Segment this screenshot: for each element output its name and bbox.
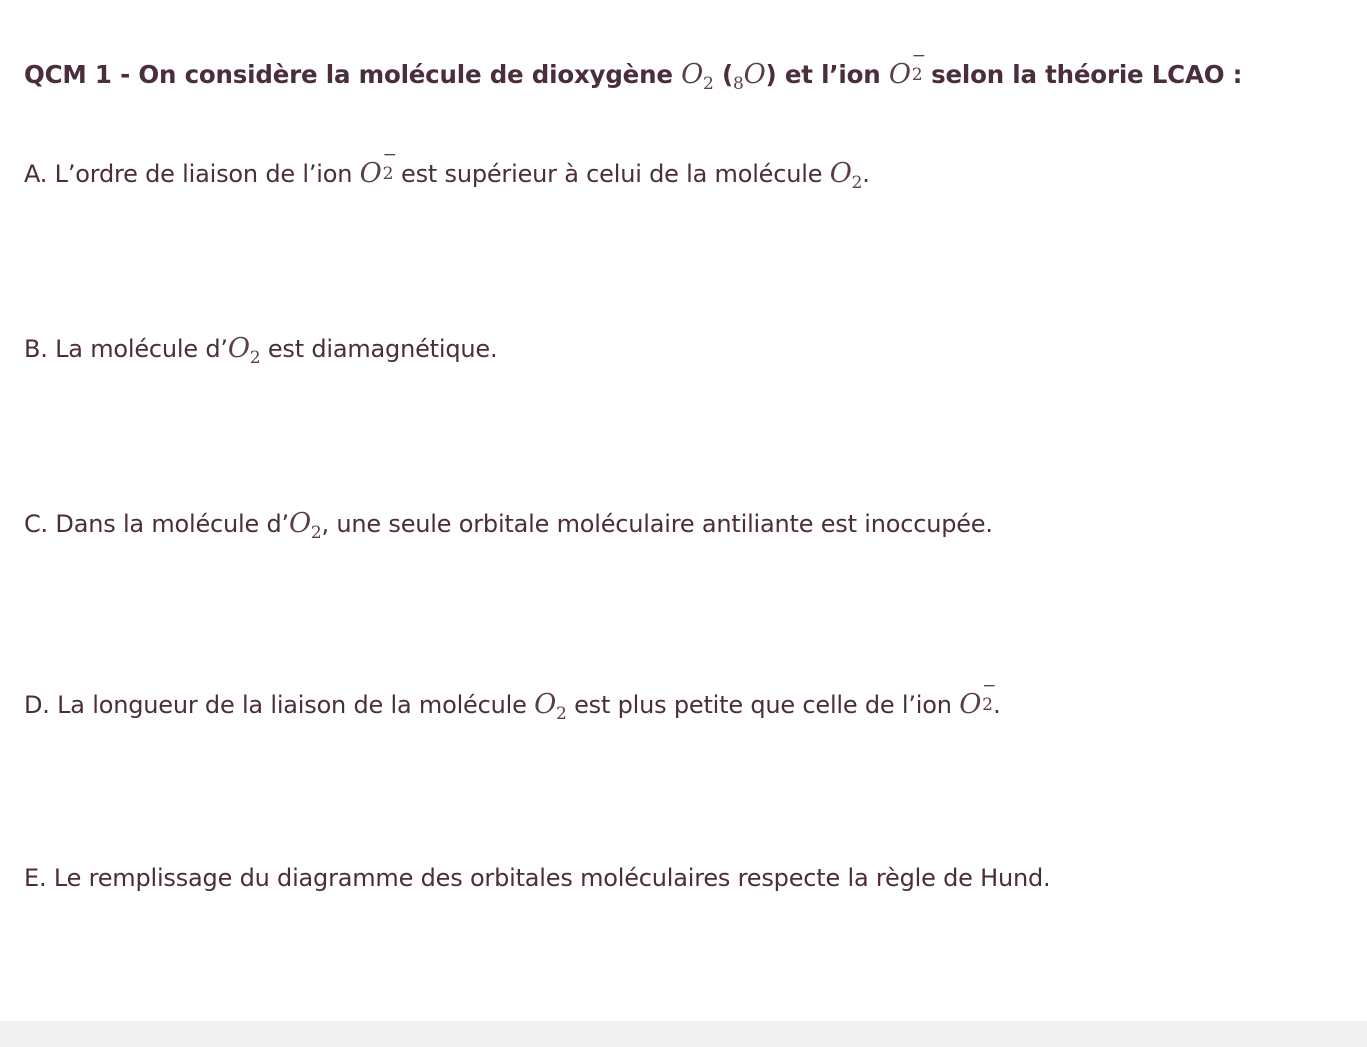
formula-subscript: 2 (382, 164, 394, 184)
formula-o-symbol: O (743, 59, 766, 90)
formula-o-symbol: O (534, 689, 557, 720)
option-d-text-2: est plus petite que celle de l’ion (566, 691, 960, 719)
option-e[interactable] (24, 866, 1050, 890)
option-d-text-3: . (993, 691, 1001, 719)
question-title (24, 46, 1243, 94)
question-prefix: QCM 1 - On considère la molécule de dioxygène (24, 60, 682, 89)
formula-o-symbol: O (681, 59, 703, 90)
formula-o-symbol: O (959, 689, 982, 720)
option-a[interactable] (24, 145, 870, 193)
formula-o2 (681, 59, 714, 94)
formula-o-symbol: O (829, 158, 852, 189)
option-e-text-1: E. Le remplissage du diagramme des orbitales moléculaires respecte la règle de Hund. (24, 864, 1051, 892)
formula-o2-minus (959, 676, 997, 720)
formula-charge: − (982, 676, 997, 696)
option-d[interactable] (24, 676, 1001, 724)
option-c-text-2: , une seule orbitale moléculaire antiliante est inoccupée. (321, 510, 993, 538)
option-c[interactable] (24, 508, 993, 543)
formula-subscript: 2 (310, 523, 322, 543)
formula-subscript: 2 (556, 704, 567, 724)
formula-o2-minus (359, 145, 397, 189)
footer-bar (0, 1021, 1367, 1047)
question-mid1: ( (713, 60, 733, 89)
question-mid2: ) et l’ion (765, 60, 889, 89)
formula-o2 (288, 508, 322, 543)
option-a-text-2: est supérieur à celui de la molécule (393, 160, 830, 188)
formula-o-symbol: O (288, 508, 311, 539)
formula-subscript: 2 (911, 65, 923, 85)
formula-oxygen-atom (732, 59, 766, 94)
option-d-text-1: D. La longueur de la liaison de la molécule (24, 691, 535, 719)
formula-o2 (227, 333, 261, 368)
option-b-text-2: est diamagnétique. (260, 335, 498, 363)
formula-subscript: 2 (703, 74, 714, 94)
option-b-text-1: B. La molécule d’ (24, 335, 228, 363)
formula-o2 (534, 689, 567, 724)
option-a-text-1: A. L’ordre de liaison de l’ion (24, 160, 360, 188)
option-a-text-3: . (862, 160, 870, 188)
atomic-number: 8 (732, 74, 744, 94)
formula-subscript: 2 (982, 695, 993, 715)
question-suffix: selon la théorie LCAO : (922, 60, 1243, 89)
formula-o-symbol: O (227, 333, 250, 364)
option-c-text-1: C. Dans la molécule d’ (24, 510, 289, 538)
formula-o2 (829, 158, 863, 193)
formula-o2-minus (888, 46, 926, 90)
option-b[interactable] (24, 333, 498, 368)
formula-charge: − (382, 145, 397, 165)
formula-subscript: 2 (851, 173, 863, 193)
formula-o-symbol: O (888, 59, 911, 90)
formula-o-symbol: O (359, 158, 382, 189)
formula-subscript: 2 (249, 348, 261, 368)
formula-charge: − (911, 46, 926, 66)
